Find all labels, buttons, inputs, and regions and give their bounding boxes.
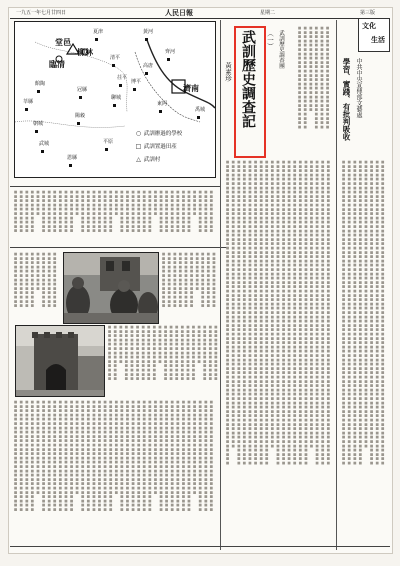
article-body-block-6	[224, 160, 334, 540]
article-body-text: ■■■■■■■■■■■■■■■■■■■■■■■■ ■■■■■■■■■■■■■■■■■■■■■■■■ ■■■■■■■■■■■■■■■■■■■■■■■■ ■■■■■■■■■■■■■■■■■■■■ ■■■■■■■■■■■■■■■■■■■■■■■■ ■■■■■■■■■■■■■■■■■■■■■■■■	[297, 26, 330, 130]
map-town-dot	[159, 110, 162, 113]
map-label-jinan: 濟南	[183, 83, 199, 93]
bottom-rule	[10, 546, 390, 547]
article-subtitle: （一）	[266, 30, 274, 50]
map-label-place-6: 聊城	[111, 95, 122, 101]
map-town-dot	[35, 130, 38, 133]
article-body-text: ■■■■■■■■■■■■■ ■■■■■■■■■■■■■ ■■■■■■■■■■■■■ ■■■■■■■■■ ■■■■■■■■■■■■■ ■■■■■■■■■■■■■ ■■■■■■■■■■■■■ ■■■■■■■■■■■■■ ■■■■■■■■■■■■■ ■■■■■■■■■■■■■ ■■■■■■■■■ ■■■■■■■■■■■■■ ■■■■■■■■■■■■■ ■■■■■■■■■■■■■ ■■■■■■■■■■■■■ ■■■■■■■■■■■■■ ■■■■■■■■■■■■■ ■■■■■■■■■ ■■■■■■■■■■■■■ ■■■■■■■■■■■■■	[107, 325, 218, 381]
article-body-block-8	[340, 160, 388, 540]
masthead-paper-name: 人民日報	[165, 8, 193, 17]
map-label-place-15: 東阿	[157, 101, 168, 107]
map-town-dot	[95, 38, 98, 41]
map-bottom-rule	[10, 186, 220, 187]
map-label-place-17: 齊河	[165, 49, 176, 55]
article-body-text: ■■■■■■■■■■■■■■■■■■■■■■■■■■■■■■■■■■■■■■■■■■■■■■■■■■■■■■■■■■■■■■■■■■■■■■■ ■■■■■■■■■■■■■■■■■■■■■■■■■■■■■■■■■■■■■■■■■■■■■■■■■■■■■■■■■■■■■■■■■■■■■■■ ■■■■■■■■■■■■■■■■■■■■■■■■■■■■■■■■■■■■■■■■■■■■■■■■■■■■■■■■■■■■■■■■■■■■■■■ ■■■■■■■■■■■■■■■■■■■■■■■■■■■■■■■■■■■■■■■■■■■■■■■■■■■■■■■■■■■■■■■■■■■ ■■■■■■■■■■■■■■■■■■■■■■■■■■■■■■■■■■■■■■■■■■■■■■■■■■■■■■■■■■■■■■■■■■■■■■■ ■■■■■■■■■■■■■■■■■■■■■■■■■■■■■■■■■■■■■■■■■■■■■■■■■■■■■■■■■■■■■■■■■■■■■■■ ■■■■■■■■■■■■■■■■■■■■■■■■■■■■■■■■■■■■■■■■■■■■■■■■■■■■■■■■■■■■■■■■■■■■■■■ ■■■■■■■■■■■■■■■■■■■■■■■■■■■■■■■■■■■■■■■■■■■■■■■■■■■■■■■■■■■■■■■■■■■■■■■ ■■■■■■■■■■■■■■■■■■■■■■■■■■■■■■■■■■■■■■■■■■■■■■■■■■■■■■■■■■■■■■■■■■■■■■■ ■■■■■■■■■■■■■■■■■■■■■■■■■■■■■■■■■■■■■■■■■■■■■■■■■■■■■■■■■■■■■■■■■■■■■■■ ■■■■■■■■■■■■■■■■■■■■■■■■■■■■■■■■■■■■■■■■■■■■■■■■■■■■■■■■■■■■■■■■■■■ ■■■■■■■■■■■■■■■■■■■■■■■■■■■■■■■■■■■■■■■■■■■■■■■■■■■■■■■■■■■■■■■■■■■■■■■ ■■■■■■■■■■■■■■■■■■■■■■■■■■■■■■■■■■■■■■■■■■■■■■■■■■■■■■■■■■■■■■■■■■■■■■■ ■■■■■■■■■■■■■■■■■■■■■■■■■■■■■■■■■■■■■■■■■■■■■■■■■■■■■■■■■■■■■■■■■■■■■■■ ■■■■■■■■■■■■■■■■■■■■■■■■■■■■■■■■■■■■■■■■■■■■■■■■■■■■■■■■■■■■■■■■■■■■■■■ ■■■■■■■■■■■■■■■■■■■■■■■■■■■■■■■■■■■■■■■■■■■■■■■■■■■■■■■■■■■■■■■■■■■■■■■ ■■■■■■■■■■■■■■■■■■■■■■■■■■■■■■■■■■■■■■■■■■■■■■■■■■■■■■■■■■■■■■■■■■■■■■■ ■■■■■■■■■■■■■■■■■■■■■■■■■■■■■■■■■■■■■■■■■■■■■■■■■■■■■■■■■■■■■■■■■■■ ■■■■■■■■■■■■■■■■■■■■■■■■■■■■■■■■■■■■■■■■■■■■■■■■■■■■■■■■■■■■■■■■■■■■■■■	[225, 160, 331, 466]
article-body-block-4	[106, 325, 218, 395]
article-body-block-7	[296, 26, 334, 156]
circle-icon: ○	[135, 130, 142, 137]
map-label-place-11: 博平	[131, 79, 142, 85]
article-body-text: ■■■■■■■■■■■■■ ■■■■■■■■■■■■■ ■■■■■■■■■■■■■ ■■■■■■■■■ ■■■■■■■■■■■■■ ■■■■■■■■■■■■■ ■■■■■■■■■■■■■ ■■■■■■■■■■■■■	[13, 252, 57, 308]
map-label-place-20: 武城	[39, 141, 50, 147]
map-label-place-8: 黃河	[143, 29, 154, 35]
article-body-text: ■■■■■■■■■■■■■■■■■■■■■■■■■■ ■■■■■■■■■■■■■■■■■■■■■■■■■■ ■■■■■■■■■■■■■■■■■■■■■■■■■■ ■■■■■■■■■■■■■■■■■■■■■■ ■■■■■■■■■■■■■■■■■■■■■■■■■■ ■■■■■■■■■■■■■■■■■■■■■■■■■■ ■■■■■■■■■■■■■■■■■■■■■■■■■■ ■■■■■■■■■■■■■■■■■■■■■■■■■■ ■■■■■■■■■■■■■■■■■■■■■■■■■■ ■■■■■■■■■■■■■■■■■■■■■■■■■■ ■■■■■■■■■■■■■■■■■■■■■■ ■■■■■■■■■■■■■■■■■■■■■■■■■■ ■■■■■■■■■■■■■■■■■■■■■■■■■■ ■■■■■■■■■■■■■■■■■■■■■■■■■■ ■■■■■■■■■■■■■■■■■■■■■■■■■■ ■■■■■■■■■■■■■■■■■■■■■■■■■■ ■■■■■■■■■■■■■■■■■■■■■■■■■■ ■■■■■■■■■■■■■■■■■■■■■■ ■■■■■■■■■■■■■■■■■■■■■■■■■■ ■■■■■■■■■■■■■■■■■■■■■■■■■■ ■■■■■■■■■■■■■■■■■■■■■■■■■■ ■■■■■■■■■■■■■■■■■■■■■■■■■■ ■■■■■■■■■■■■■■■■■■■■■■■■■■ ■■■■■■■■■■■■■■■■■■■■■■■■■■ ■■■■■■■■■■■■■■■■■■■■■■ ■■■■■■■■■■■■■■■■■■■■■■■■■■ ■■■■■■■■■■■■■■■■■■■■■■■■■■ ■■■■■■■■■■■■■■■■■■■■■■■■■■ ■■■■■■■■■■■■■■■■■■■■■■■■■■ ■■■■■■■■■■■■■■■■■■■■■■■■■■ ■■■■■■■■■■■■■■■■■■■■■■■■■■ ■■■■■■■■■■■■■■■■■■■■■■ ■■■■■■■■■■■■■■■■■■■■■■■■■■ ■■■■■■■■■■■■■■■■■■■■■■■■■■ ■■■■■■■■■■■■■■■■■■■■■■■■■■ ■■■■■■■■■■■■■■■■■■■■■■■■■■	[13, 400, 214, 512]
column-divider-left	[220, 20, 221, 550]
article-body-block-3	[160, 252, 218, 322]
masthead-weekday: 星期二	[260, 10, 276, 16]
map-label-place-19: 夏津	[93, 29, 104, 35]
article-body-block-2	[12, 252, 60, 322]
section-badge	[358, 18, 390, 52]
map-town-dot	[145, 72, 148, 75]
triangle-icon: △	[136, 156, 141, 163]
map-label-place-21: 恩縣	[67, 155, 78, 161]
photo-villagers-image	[64, 253, 158, 323]
map-town-dot	[119, 84, 122, 87]
map-label-place-14: 陽穀	[75, 113, 86, 119]
map-town-dot	[145, 38, 148, 41]
map-label-place-5: 冠縣	[77, 87, 88, 93]
map-label-place-1: 堂邑	[55, 37, 71, 47]
map-label-place-2: 柳林	[77, 47, 93, 57]
masthead	[10, 8, 390, 19]
legend-label-school: 武訓辦過的學校	[143, 131, 183, 137]
section-badge-word-1: 文化	[362, 21, 376, 30]
map-label-place-12: 莘縣	[23, 99, 34, 105]
column-divider-right	[336, 20, 337, 550]
legend-row-land	[135, 144, 177, 150]
article-body-block-5	[12, 400, 218, 540]
wuxun-region-map	[14, 21, 216, 178]
map-town-dot	[197, 116, 200, 119]
map-town-dot	[25, 108, 28, 111]
legend-row-school	[135, 131, 182, 137]
map-label-place-16: 禹城	[195, 107, 206, 113]
map-label-place-9: 清平	[110, 55, 121, 61]
map-town-dot	[37, 90, 40, 93]
map-label-place-4: 館陶	[35, 81, 46, 87]
middle-rule	[10, 247, 228, 248]
article-byline: 武訓歷史調查團	[278, 30, 284, 69]
article-body-text: ■■■■■■■■■■■■■ ■■■■■■■■■■■■■ ■■■■■■■■■■■■■ ■■■■■■■■■ ■■■■■■■■■■■■■ ■■■■■■■■■■■■■ ■■■■■■■■■■■■■ ■■■■■■■■■■■■■ ■■■■■■■■■■■■■ ■■■■■■■■■■■■■	[161, 252, 216, 308]
map-town-dot	[105, 148, 108, 151]
section-badge-word-2: 生活	[371, 35, 385, 44]
map-label-place-3: 臨清	[49, 59, 65, 69]
square-icon: □	[135, 143, 142, 150]
photo-gate-tower	[15, 325, 105, 397]
right-column-headline: 學習、實踐、有批判吸收	[342, 58, 351, 141]
map-label-place-13: 朝城	[33, 121, 44, 127]
map-label-place-22: 平原	[103, 139, 114, 145]
map-town-dot	[79, 96, 82, 99]
map-town-dot	[113, 104, 116, 107]
photo-villagers	[63, 252, 159, 324]
map-town-dot	[41, 150, 44, 153]
map-label-place-10: 高唐	[143, 63, 154, 69]
right-column-subhead: 中共中央宣傳部文藝處	[355, 58, 362, 118]
article-author: 黃素珍	[224, 62, 232, 82]
article-title: 武訓歷史調查記	[240, 30, 256, 128]
legend-label-village: 武訓村	[143, 157, 161, 163]
article-body-text: ■■■■■■■■■■■■■■■■■■■■■■■■■■■■■■■■■■■■■■■■■■■■■■■■■■■■■■■■■■■■■■■■■■■■■■■ ■■■■■■■■■■■■■■■■■■■■■■■■■■■■■■■■■■■■■■■■■■■■■■■■■■■■■■■■■■■■■■■■■■■■■■■ ■■■■■■■■■■■■■■■■■■■■■■■■■■■■■■■■■■■■■■■■■■■■■■■■■■■■■■■■■■■■■■■■■■■■■■■ ■■■■■■■■■■■■■■■■■■■■■■■■■■■■■■■■■■■■■■■■■■■■■■■■■■■■■■■■■■■■■■■■■■■ ■■■■■■■■■■■■■■■■■■■■■■■■■■■■■■■■■■■■■■■■■■■■■■■■■■■■■■■■■■■■■■■■■■■■■■■ ■■■■■■■■■■■■■■■■■■■■■■■■■■■■■■■■■■■■■■■■■■■■■■■■■■■■■■■■■■■■■■■■■■■■■■■ ■■■■■■■■■■■■■■■■■■■■■■■■■■■■■■■■■■■■■■■■■■■■■■■■■■■■■■■■■■■■■■■■■■■■■■■ ■■■■■■■■■■■■■■■■■■■■■■■■■■■■■■■■■■■■■■■■■■■■■■■■■■■■■■■■■■■■■■■■■■■■■■■	[341, 160, 385, 466]
map-town-dot	[69, 164, 72, 167]
masthead-page-number: 第三版	[360, 10, 376, 16]
legend-row-village	[135, 157, 160, 163]
article-body-text: ■■■■■■■■■■ ■■■■■■■■■■ ■■■■■■■■■■ ■■■■■■ ■■■■■■■■■■ ■■■■■■■■■■ ■■■■■■■■■■ ■■■■■■■■■■ ■■■■■■■■■■ ■■■■■■■■■■ ■■■■■■ ■■■■■■■■■■ ■■■■■■■■■■ ■■■■■■■■■■ ■■■■■■■■■■ ■■■■■■■■■■ ■■■■■■■■■■ ■■■■■■ ■■■■■■■■■■ ■■■■■■■■■■ ■■■■■■■■■■ ■■■■■■■■■■ ■■■■■■■■■■ ■■■■■■■■■■ ■■■■■■ ■■■■■■■■■■ ■■■■■■■■■■ ■■■■■■■■■■ ■■■■■■■■■■ ■■■■■■■■■■ ■■■■■■■■■■ ■■■■■■ ■■■■■■■■■■ ■■■■■■■■■■ ■■■■■■■■■■ ■■■■■■■■■■	[13, 190, 214, 233]
map-town-dot	[133, 88, 136, 91]
photo-gate-tower-image	[16, 326, 104, 396]
map-legend	[133, 127, 211, 173]
map-town-dot	[77, 122, 80, 125]
map-town-dot	[167, 58, 170, 61]
map-label-place-18: 茌平	[117, 75, 128, 81]
article-body-block-1	[12, 190, 217, 244]
map-town-dot	[112, 64, 115, 67]
masthead-date: 一九五一年七月廿四日	[16, 10, 67, 16]
legend-label-land: 武訓置過田產	[143, 144, 177, 150]
